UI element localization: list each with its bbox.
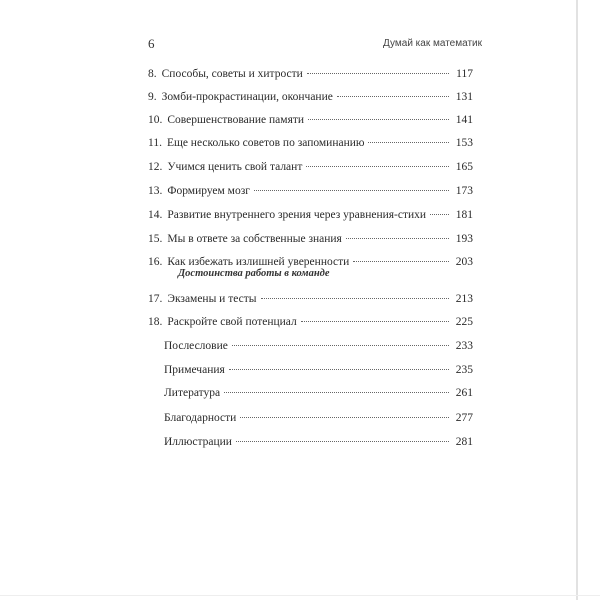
section-page: 233 — [455, 340, 473, 352]
chapter-title: Еще несколько советов по запоминанию — [166, 137, 365, 149]
dot-leader — [307, 73, 449, 74]
chapter-title: Способы, советы и хитрости — [161, 68, 303, 80]
toc-entry-chapter-10 — [148, 112, 473, 128]
dot-leader — [368, 142, 449, 143]
dot-leader — [229, 369, 449, 370]
dot-leader — [346, 238, 449, 239]
running-title: Думай как математик — [383, 38, 482, 49]
chapter-page: 117 — [456, 68, 473, 80]
toc-entry-chapter-12 — [148, 159, 473, 175]
chapter-number: 8. — [148, 68, 157, 80]
toc-entry-chapter-17 — [148, 291, 473, 307]
chapter-title: Как избежать излишней уверенности — [167, 256, 350, 268]
chapter-number: 14. — [148, 209, 163, 221]
toc-entry-notes — [164, 362, 473, 378]
section-title: Примечания — [164, 364, 225, 376]
chapter-page: 193 — [455, 233, 473, 245]
dot-leader — [430, 214, 449, 215]
chapter-page: 141 — [455, 114, 473, 126]
section-title: Послесловие — [164, 340, 228, 352]
chapter-number: 11. — [148, 137, 162, 149]
toc-entry-illustrations — [164, 434, 473, 450]
toc-entry-chapter-8 — [148, 66, 473, 82]
chapter-number: 10. — [148, 114, 163, 126]
dot-leader — [301, 321, 449, 322]
chapter-title: Зомби-прокрастинации, окончание — [161, 91, 333, 103]
dot-leader — [232, 345, 449, 346]
chapter-number: 17. — [148, 293, 163, 305]
dot-leader — [236, 441, 449, 442]
dot-leader — [337, 96, 449, 97]
chapter-title: Развитие внутреннего зрения через уравнения-стихи — [167, 209, 427, 221]
chapter-number: 12. — [148, 161, 163, 173]
chapter-number: 15. — [148, 233, 163, 245]
chapter-page: 153 — [455, 137, 473, 149]
chapter-number: 18. — [148, 316, 163, 328]
section-title: Литература — [164, 387, 221, 399]
toc-entry-chapter-14 — [148, 207, 473, 223]
chapter-title: Экзамены и тесты — [167, 293, 257, 305]
chapter-page: 181 — [455, 209, 473, 221]
toc-entry-afterword — [164, 338, 473, 354]
toc-entry-chapter-15 — [148, 231, 473, 247]
dot-leader — [240, 417, 449, 418]
section-page: 281 — [455, 436, 473, 448]
toc-entry-literature — [164, 385, 473, 401]
section-page: 235 — [455, 364, 473, 376]
chapter-page: 203 — [455, 256, 473, 268]
section-title: Благодарности — [164, 412, 237, 424]
chapter-subtitle: Достоинства работы в команде — [178, 268, 330, 279]
chapter-number: 13. — [148, 185, 163, 197]
toc-entry-chapter-13 — [148, 183, 473, 199]
section-page: 277 — [455, 412, 473, 424]
toc-entry-chapter-18 — [148, 314, 473, 330]
chapter-title: Совершенствование памяти — [167, 114, 305, 126]
chapter-title: Раскройте свой потенциал — [167, 316, 297, 328]
chapter-page: 131 — [455, 91, 473, 103]
section-page: 261 — [455, 387, 473, 399]
page-number: 6 — [148, 36, 155, 51]
dot-leader — [308, 119, 449, 120]
dot-leader — [224, 392, 449, 393]
chapter-title: Формируем мозг — [167, 185, 250, 197]
chapter-title: Учимся ценить свой талант — [167, 161, 303, 173]
dot-leader — [254, 190, 449, 191]
toc-entry-chapter-9 — [148, 89, 473, 105]
dot-leader — [261, 298, 450, 299]
dot-leader — [306, 166, 449, 167]
chapter-page: 173 — [455, 185, 473, 197]
chapter-number: 16. — [148, 256, 163, 268]
toc-entry-chapter-11 — [148, 135, 473, 151]
dot-leader — [353, 261, 449, 262]
chapter-page: 165 — [455, 161, 473, 173]
chapter-number: 9. — [148, 91, 157, 103]
chapter-page: 225 — [455, 316, 473, 328]
chapter-page: 213 — [455, 293, 473, 305]
toc-entry-acknowledgements — [164, 410, 473, 426]
chapter-title: Мы в ответе за собственные знания — [167, 233, 342, 245]
section-title: Иллюстрации — [164, 436, 232, 448]
